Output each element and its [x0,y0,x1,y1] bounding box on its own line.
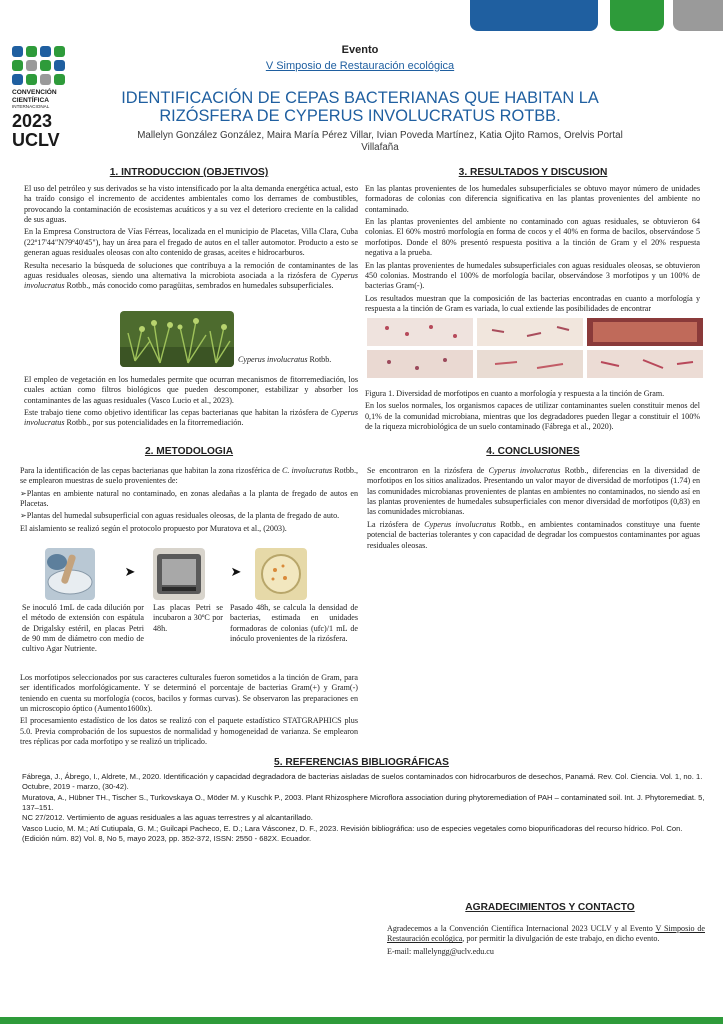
resultados-p5: En los suelos normales, los organismos capaces de utilizar contaminantes suelen constituir menos del 0,1% de la comunidad microbiana, mientras que los degradadores pueden llegar a constituir el 100% de la riqueza microbiológica de un suelo contaminado (Fábrega et al., 2020). [365,401,700,432]
figure1-caption: Figura 1. Diversidad de morfotipos en cuanto a morfología y respuesta a la tinción de Gram. [365,389,665,398]
logo-mark [12,46,70,85]
petri-plate-photo [255,548,307,600]
metodo-p3: Los morfotipos seleccionados por sus caracteres culturales fueron sometidos a la tinción de Gram, para ser identificados morfológicamente. Y se determinó el porcentaje de bacterias Gram(+) y Gram(-) teniendo en cuenta su morfología (cocos, bacilos y formas curvas). Se observaron las preparaciones en un microscopio óptico (Aumento1600x). [20,673,358,714]
conclusiones-title: 4. CONCLUSIONES [486,446,580,457]
metodo-p4: El procesamiento estadístico de los datos se realizó con el paquete estadístico STATGRAPHICS plus 5.0. Previa comprobación de los supuestos de normalidad y homogeneidad de varianza. Se emplearon tres réplicas por cada morfotipo y se realizó un triplicado. [20,716,358,747]
metodo-text-bottom [20,673,358,750]
logo-year: 2023 [12,110,53,131]
agradecimientos-title: AGRADECIMIENTOS Y CONTACTO [465,902,635,913]
resultados-p3: En las plantas provenientes de humedales subsuperficiales con aguas residuales oleosas, se obtuvieron 450 colonias. Mostrando el 100% de morfología bacilar, observándose 3 morfotipos y un 100% de bacterias Gram(-). [365,260,700,291]
step3-text: Pasado 48h, se calcula la densidad de bacterias, estimada en unidades formadoras de colonias (ufc)/1 mL de inóculo provenientes de la rizósfera. [230,603,358,644]
inoculation-photo [45,548,95,600]
intro-p2: En la Empresa Constructora de Vías Férreas, localizada en el municipio de Placetas, Villa Clara, Cuba (22º17'44"N79º40'45"), hay un área para el fregado de autos en el taller automotor. Producto a esto se generan aguas residuales oleosas con alto contenido de grasas, aceites e hidrocarburos. [24,227,358,258]
poster-title [80,89,640,126]
metodo-bullet2: ➢Plantas del humedal subsuperficial con aguas residuales oleosas, de la planta de fregado de auto. [20,511,340,521]
arrow-right-icon: ➤ [230,564,242,579]
footer-bar-green [0,1017,723,1024]
contact-email[interactable]: E-mail: mallelyngg@uclv.edu.cu [387,946,494,956]
intro-p4: El empleo de vegetación en los humedales permite que ocurran mecanismos de fitorremediación, los cuales actúan como filtros biológicos que pueden descomponer, estabilizar y absorber los contaminantes de las aguas residuales (Vasco Lucio et al., 2023). [24,375,358,405]
authors-line1: Mallelyn González González, Maira María Pérez Villar, Ivian Poveda Martínez, Katia Ojito Ramos, Orelvis Portal [137,130,623,141]
resultados-p4: Los resultados muestran que la composición de las bacterias encontradas en cuanto a morfología y respuesta a la tinción de Gram es variada, lo cual extiende las posibilidades de encontrar [365,293,700,313]
conclusiones-p1: Se encontraron en la rizósfera de Cyperus involucratus Rotbb., diferencias en la diversidad de morfotipos en los sitios analizados. Presentando un valor mayor de diversidad de morfotipos (1.74) en las comunidades microbianas provenientes de plantas en ambientes no contaminados, no siendo así en las plantas provenientes de humedales subsuperficiales con menor diversidad de morfotipos (0,83) en las comunidades microbianas. [367,466,700,517]
intro-p5: Este trabajo tiene como objetivo identificar las cepas bacterianas que habitan la rizósfera de Cyperus involucratus Rotbb., por sus potencialidades en la fitorremediación. [24,408,358,428]
metodo-p2: El aislamiento se realizó según el protocolo propuesto por Muratova et al., (2003). [20,523,287,533]
logo-org: UCLV [12,129,60,150]
agradecimientos-text [387,924,705,959]
title-line1: IDENTIFICACIÓN DE CEPAS BACTERIANAS QUE HABITAN LA [121,89,599,107]
authors [90,130,670,154]
referencia-item: Muratova, A., Hübner TH., Tischer S., Turkovskaya O., Möder M. y Kuschk P., 2003. Plant Rhizosphere Microflora association during phytoremediation of PAH – contaminated soil. Int. J. Phytoremediat. 5, 137–151. [22,792,705,812]
plant-photo [120,311,234,367]
referencia-item: NC 27/2012. Vertimiento de aguas residuales a las aguas terrestres y al alcantarillado. [22,813,313,823]
logo-line2: CIENTÍFICA [12,96,49,104]
authors-line2: Villafaña [361,141,399,153]
logo-line3: INTERNACIONAL [12,104,50,110]
step1-text: Se inoculó 1mL de cada dilución por el método de extensión con espátula de Drigalsky estéril, en placas Petri de 90 mm de diámetro con medio de cultivo Agar Nutriente. [22,603,144,654]
conclusiones-text [367,466,700,553]
conclusiones-p2: La rizósfera de Cyperus involucratus Rotbb., en ambientes contaminados constituye una fuente potencial de bacterias tolerantes y con capacidad de degradar los compuestos contaminantes por aguas residuales oleosas. [367,519,700,550]
event-link[interactable]: V Simposio de Restauración ecológica [387,924,705,944]
metodo-p1: Para la identificación de las cepas bacterianas que habitan la zona rizosférica de C. involucratus Rotbb., se emplearon muestras de suelo provenientes de: [20,466,358,486]
header-bar-green [610,0,664,31]
referencias-title: 5. REFERENCIAS BIBLIOGRÁFICAS [274,757,449,768]
evento-label: Evento [341,44,379,56]
figure1-micrographs [367,318,703,382]
metodo-title: 2. METODOLOGIA [144,446,234,457]
referencia-item: Vasco Lucio, M. M.; Atí Cutiupala, G. M.; Guilcapi Pacheco, E. D.; Lara Vásconez, D. F., 2023. Revisión bibliográfica: uso de especies vegetales como biopurificadoras del recurso hídrico. Pol. Con. (Edición núm. 82) Vol. 8, No 5, mayo 2023, pp. 352-372, ISSN: 2550 - 682X. Ecuador. [22,824,683,844]
resultados-text-bottom [365,389,700,434]
intro-text-top [24,184,358,294]
resultados-text-top [365,184,700,316]
agradecimientos-p1: Agradecemos a la Convención Científica Internacional 2023 UCLV y al Evento V Simposio de Restauración ecológica, por permitir la divulgación de este trabajo, en dicho evento. [387,924,705,944]
referencias-list [22,772,706,845]
metodo-text-top [20,466,358,536]
intro-p3: Resulta necesario la búsqueda de soluciones que contribuya a la remoción de contaminantes de las aguas residuales oleosas, siendo una alternativa la microbiota asociada a la rizósfera de Cyperus involucratus Rotbb., más conocido como paragüitas, sembrados en humedales subsuperficiales. [24,260,358,291]
event-logo [12,46,70,149]
resultados-title: 3. RESULTADOS Y DISCUSION [458,167,608,178]
title-line2: RIZÓSFERA DE CYPERUS INVOLUCRATUS ROTBB. [159,107,561,126]
event-name: V Simposio de Restauración ecológica [265,60,455,72]
intro-title: 1. INTRODUCCION (OBJETIVOS) [109,167,269,178]
header-bar-grey [673,0,723,31]
incubator-photo [153,548,205,600]
intro-text-bottom [24,375,358,431]
plant-photo-caption: Cyperus involucratus Rotbb. [238,355,332,364]
header-bar-blue [470,0,598,31]
step2-text: Las placas Petri se incubaron a 30ºC por 48h. [153,603,223,633]
metodo-bullet1: ➢Plantas en ambiente natural no contaminado, en zonas aledañas a la planta de fregado de autos en Placetas. [20,488,358,509]
resultados-p2: En las plantas provenientes del ambiente no contaminado con aguas residuales, se obtuvieron 64 colonias. El 60% mostró morfología en forma de cocos y el 40% en forma de bacilos, observándose 5 morfotipos. Donde el 80% presentó respuesta positiva a la tinción de Gram y el 20% respuesta negativa a la prueba. [365,217,700,258]
referencia-item: Fábrega, J., Ábrego, I., Aldrete, M., 2020. Identificación y capacidad degradadora de bacterias aisladas de suelos contaminados con hidrocarburos de desechos, Panamá. Rev. Col. Ciencia. Vol. 1, no. 1. Octubre, 2019 - marzo, (30-42). [22,772,703,791]
intro-p1: El uso del petróleo y sus derivados se ha visto intensificado por la alta demanda energética actual, esto ha traído consigo el incremento de accidentes ambientales como los derrames de combustibles, provocando la contaminación de ecosistemas acuáticos y a su vez el deterioro creciente en la calidad de sus aguas. [24,184,358,225]
logo-line1: CONVENCIÓN [12,89,57,96]
arrow-right-icon: ➤ [124,564,136,579]
resultados-p1: En las plantas provenientes de los humedales subsuperficiales se obtuvo mayor número de unidades formadoras de colonias con diferencia significativa en las plantas provenientes del ambiente no contaminado. [365,184,700,214]
